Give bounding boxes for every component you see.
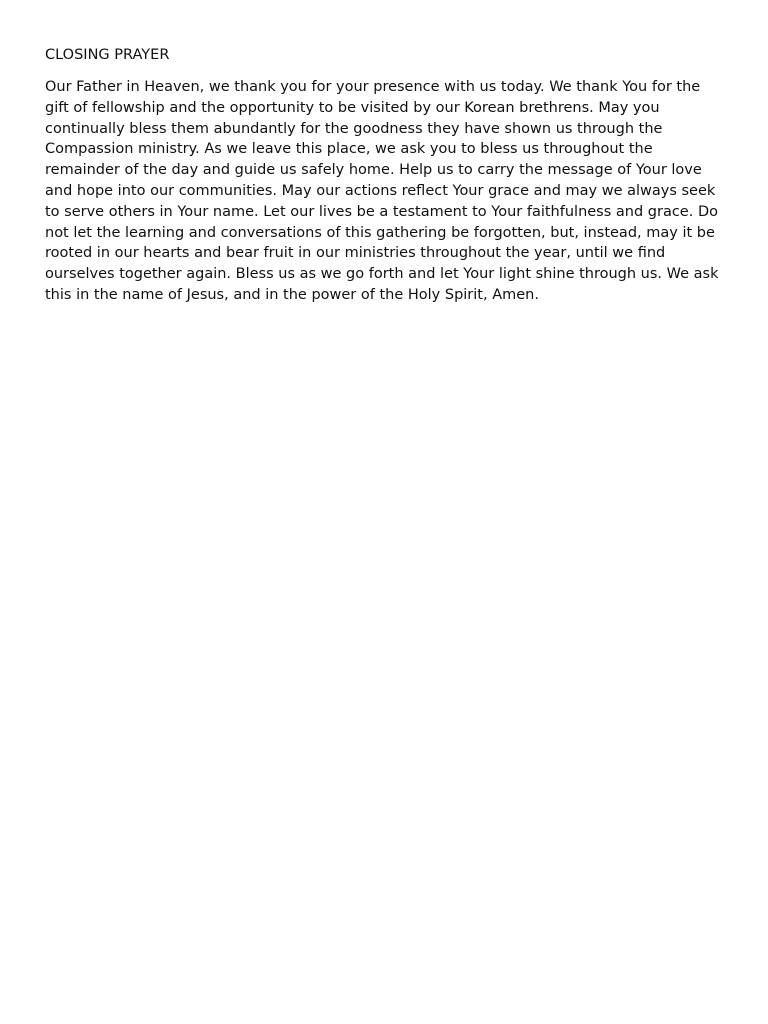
prayer-paragraph: Our Father in Heaven, we thank you for your presence with us today. We thank You for the gift of fellowship and the opportunity to be visited by our Korean brethrens. May you continually bless them abundantly for the goodness they have shown us through the Compassion ministry. As we leave this place, we ask you to bless us throughout the remainder of the day and guide us safely home. Help us to carry the message of Your love and hope into our communities. May our actions reflect Your grace and may we always seek to serve others in Your name. Let our lives be a testament to Your faithfulness and grace. Do not let the learning and conversations of this gathering be forgotten, but, instead, may it be rooted in our hearts and bear fruit in our ministries throughout the year, until we find ourselves together again. Bless us as we go forth and let Your light shine through us. We ask this in the name of Jesus, and in the power of the Holy Spirit, Amen. <box>45 79 719 303</box>
document-page <box>45 45 725 306</box>
document-title: CLOSING PRAYER <box>45 47 170 63</box>
